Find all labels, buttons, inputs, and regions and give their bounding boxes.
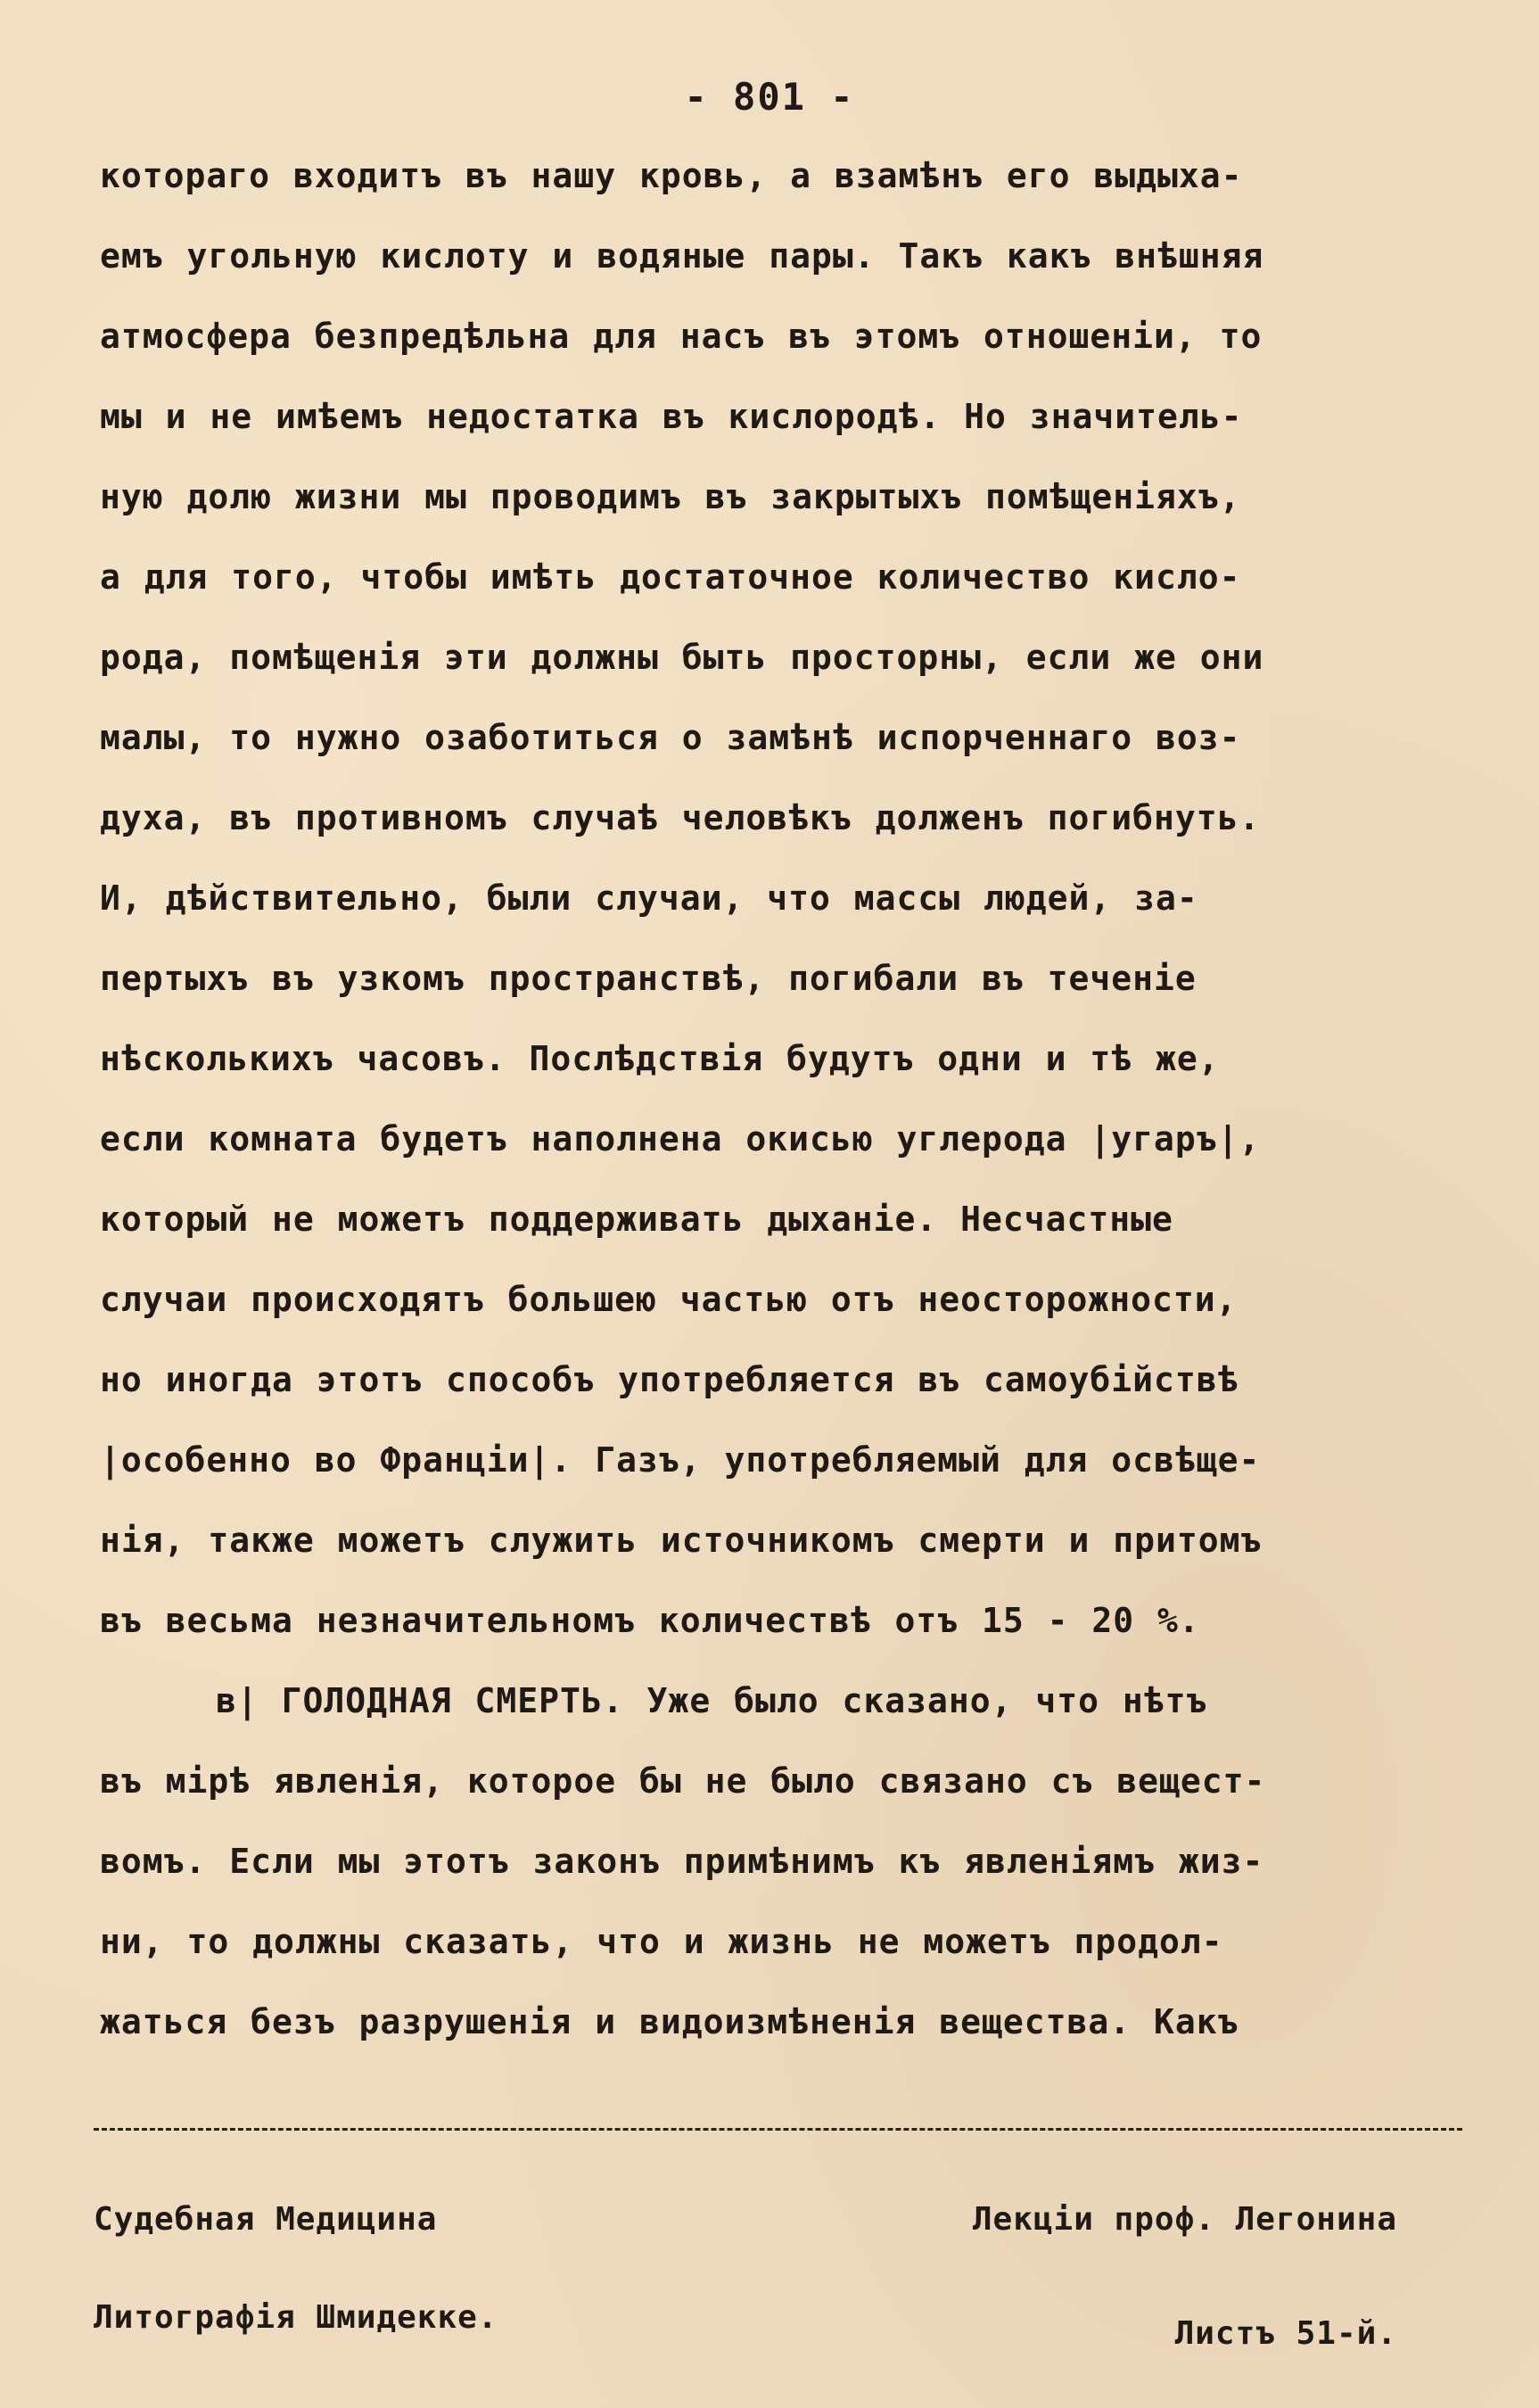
text-line: |особенно во Францiи|. Газъ, употребляемый для освѣще- — [100, 1440, 1261, 1480]
text-line: случаи происходятъ большею частью отъ неосторожности, — [100, 1280, 1238, 1319]
text-line: емъ угольную кислоту и водяные пары. Такъ какъ внѣшняя — [100, 236, 1264, 276]
footer-sheet-number: Листъ 51-й. — [1174, 2315, 1397, 2352]
text-line: жаться безъ разрушенiя и видоизмѣненiя вещества. Какъ — [100, 2002, 1239, 2041]
text-line: ни, то должны сказать, что и жизнь не можетъ продол- — [100, 1922, 1223, 1961]
text-line: И, дѣйствительно, были случаи, что массы людей, за- — [100, 878, 1198, 918]
footer-printer: Литографiя Шмидекке. — [94, 2299, 498, 2336]
body-text — [100, 152, 1437, 2078]
text-line: пертыхъ въ узкомъ пространствѣ, погибали въ теченiе — [100, 959, 1197, 998]
section-heading-line: в| ГОЛОДНАЯ СМЕРТЬ. Уже было сказано, что нѣтъ — [216, 1681, 1208, 1720]
text-line: атмосфера безпредѣльна для насъ въ этомъ отношенiи, то — [100, 317, 1263, 356]
text-line: который не можетъ поддерживать дыханiе. Несчастные — [100, 1200, 1173, 1239]
text-line: нiя, также можетъ служить источникомъ смерти и притомъ — [100, 1521, 1263, 1560]
footer-separator — [94, 2128, 1462, 2131]
footer-row-bottom — [94, 2299, 1397, 2352]
footer-lecturer: Лекцiи проф. Легонина — [972, 2201, 1397, 2238]
text-line: а для того, чтобы имѣть достаточное количество кисло- — [100, 557, 1241, 597]
text-line: но иногда этотъ способъ употребляется въ самоубiйствѣ — [100, 1360, 1239, 1399]
text-line: нѣсколькихъ часовъ. Послѣдствiя будутъ одни и тѣ же, — [100, 1039, 1220, 1078]
footer-row-top — [94, 2201, 1397, 2238]
page-number: - 801 - — [684, 75, 855, 119]
footer-subject: Судебная Медицина — [94, 2201, 438, 2238]
text-line: духа, въ противномъ случаѣ человѣкъ долженъ погибнуть. — [100, 798, 1261, 837]
text-line: малы, то нужно озаботиться о замѣнѣ испорченнаго воз- — [100, 718, 1241, 757]
text-line: ную долю жизни мы проводимъ въ закрытыхъ помѣщенiяхъ, — [100, 477, 1241, 516]
text-line: рода, помѣщенiя эти должны быть просторны, если же они — [100, 638, 1264, 677]
text-line: въ мiрѣ явленiя, которое бы не было связано съ вещест- — [100, 1761, 1266, 1801]
text-line: если комната будетъ наполнена окисью углерода |угаръ|, — [100, 1119, 1261, 1159]
text-line: въ весьма незначительномъ количествѣ отъ 15 - 20 %. — [100, 1601, 1200, 1640]
text-line: котораго входитъ въ нашу кровь, а взамѣнъ его выдыха- — [100, 156, 1243, 195]
text-line: вомъ. Если мы этотъ законъ примѣнимъ къ явленiямъ жиз- — [100, 1842, 1264, 1881]
text-line: мы и не имѣемъ недостатка въ кислородѣ. Но значитель- — [100, 397, 1243, 436]
